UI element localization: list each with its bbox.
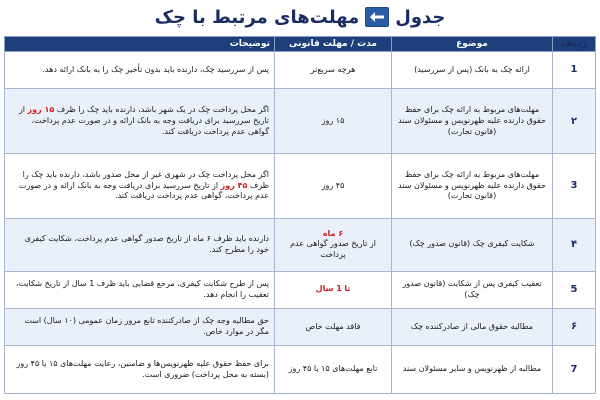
deadline-post: از تاریخ صدور گواهی عدم پرداخت [290,239,376,260]
row-number: 7 [553,346,596,394]
row-number: ۲ [553,89,596,154]
deadline-post: هرچه سریع‌تر [310,64,356,74]
header-description: توضیحات [5,37,275,52]
row-description [5,154,275,219]
table-row [5,271,596,308]
row-subject: ارائه چک به بانک (پس از سررسید) [392,52,553,89]
deadline-post: ۱۵ روز [321,115,345,125]
deadline-post: ۴۵ روز [321,180,345,190]
row-number: 3 [553,154,596,219]
table-row [5,89,596,154]
row-subject: تعقیب کیفری پس از شکایت (قانون صدور چک) [392,271,553,308]
description-pre: برای حفظ حقوق علیه ظهرنویس‌ها و ضامنین، رعایت مهلت‌های ۱۵ یا ۴۵ روز (بسته به محل پرداخت) ضروری است. [16,358,269,379]
description-highlight: ۱۵ روز [27,105,55,115]
row-number: ۴ [553,218,596,271]
row-deadline [275,89,392,154]
deadlines-table [4,36,596,394]
header-subject: موضوع [392,37,553,52]
description-post: از تاریخ سررسید برای دریافت وجه به بانک ارائه و در صورت عدم پرداخت، گواهی عدم پرداخت دریافت کند. [18,105,269,136]
row-deadline [275,308,392,345]
row-deadline [275,271,392,308]
description-highlight: ۴۵ روز [220,180,248,190]
row-description [5,346,275,394]
description-pre: اگر محل پرداخت چک در یک شهر باشد، دارنده باید چک را ظرف [56,105,269,115]
description-pre: پس از سررسید چک، دارنده باید بدون تأخیر چک را به بانک ارائه دهد. [42,64,269,74]
left-arrow-icon [365,7,389,27]
row-description [5,89,275,154]
table-row [5,308,596,345]
title-prefix: جدول [395,6,446,28]
table-row [5,218,596,271]
row-subject: مطالبه از ظهرنویس و سایر مسئولان سند [392,346,553,394]
table-header-row [5,37,596,52]
row-subject: مطالبه حقوق مالی از صادرکننده چک [392,308,553,345]
row-number: ۶ [553,308,596,345]
row-description [5,271,275,308]
header-no: ردیف [553,37,596,52]
deadline-pre: تا [344,284,351,294]
table-row [5,154,596,219]
description-pre: حق مطالبه وجه چک از صادرکننده تابع مرور زمان عمومی (۱۰ سال) است مگر در موارد خاص. [24,316,269,337]
row-description [5,308,275,345]
row-subject: شکایت کیفری چک (قانون صدور چک) [392,218,553,271]
table-row [5,52,596,89]
row-description [5,52,275,89]
deadline-highlight: ۶ ماه [322,228,344,238]
description-pre: اگر محل پرداخت چک در شهری غیر از محل صدور باشد، دارنده باید چک را ظرف [22,169,269,190]
description-pre: پس از طرح شکایت کیفری، مرجع قضایی باید ظرف 1 سال از تاریخ شکایت، تعقیب را انجام دهد. [15,278,269,299]
row-number: 1 [553,52,596,89]
deadline-post: فاقد مهلت خاص [305,321,361,331]
description-pre: دارنده باید ظرف ۶ ماه از تاریخ صدور گواهی عدم پرداخت، شکایت کیفری خود را مطرح کند. [24,233,269,254]
row-subject: مهلت‌های مربوط به ارائه چک برای حفظ حقوق دارنده علیه ظهرنویس و مسئولان سند (قانون تجارت) [392,154,553,219]
description-post: از تاریخ سررسید برای دریافت وجه به بانک ارائه و در صورت عدم پرداخت، گواهی عدم پرداخت دریافت کند. [18,180,269,201]
row-deadline [275,52,392,89]
page-title [0,0,600,34]
row-deadline [275,346,392,394]
row-deadline [275,154,392,219]
deadline-post: تابع مهلت‌های ۱۵ یا ۴۵ روز [288,364,378,374]
row-number: 5 [553,271,596,308]
row-deadline [275,218,392,271]
header-deadline: مدت / مهلت قانونی [275,37,392,52]
row-subject: مهلت‌های مربوط به ارائه چک برای حفظ حقوق دارنده علیه ظهرنویس و مسئولان سند (قانون تجارت) [392,89,553,154]
title-text: مهلت‌های مرتبط با چک [154,6,360,28]
row-description [5,218,275,271]
deadline-highlight: 1 سال [315,284,342,294]
table-row [5,346,596,394]
